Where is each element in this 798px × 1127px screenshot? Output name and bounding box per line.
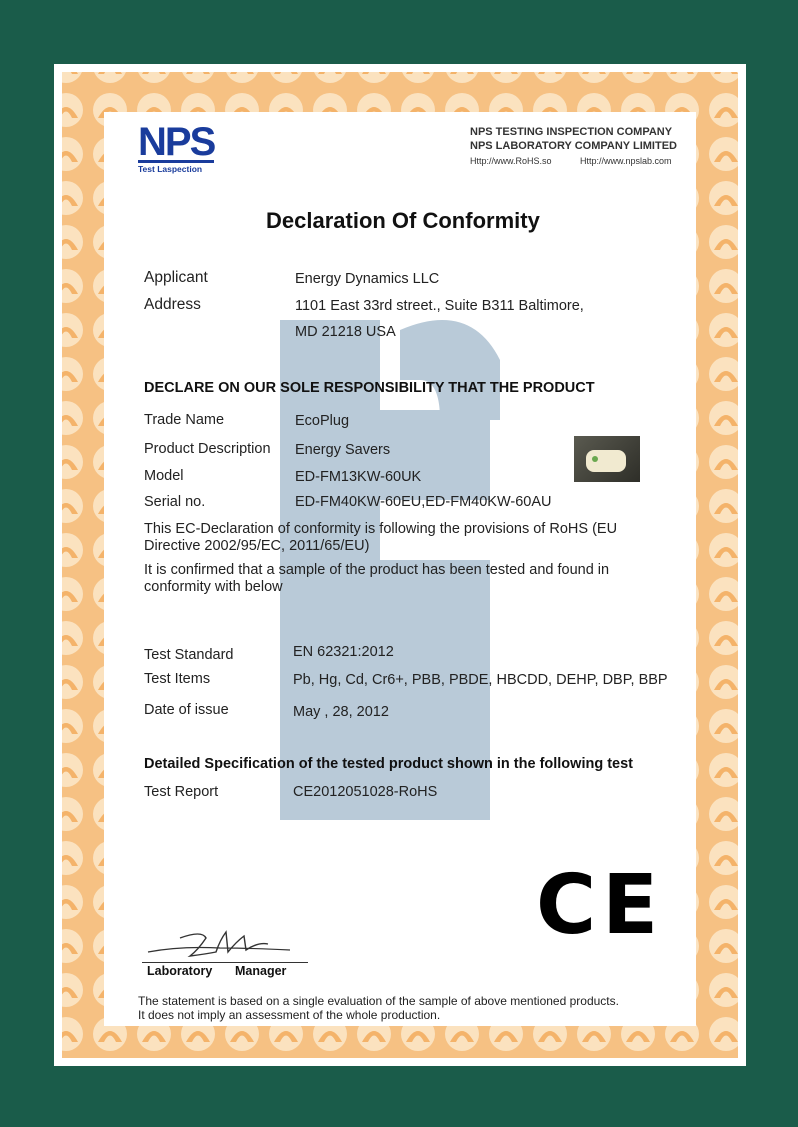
- test-report-value: CE2012051028-RoHS: [293, 784, 438, 800]
- serial-label: Serial no.: [144, 494, 206, 510]
- serial-value: ED-FM40KW-60EU,ED-FM40KW-60AU: [295, 494, 552, 510]
- footer-line2: It does not imply an assessment of the whole production.: [138, 1008, 441, 1022]
- signature-label-lab: Laboratory: [147, 964, 213, 978]
- nps-logo: [138, 122, 214, 174]
- test-items-value: Pb, Hg, Cd, Cr6+, PBB, PBDE, HBCDD, DEHP, DBP, BBP: [293, 672, 668, 688]
- test-items-label: Test Items: [144, 671, 211, 687]
- product-photo: [574, 436, 640, 482]
- product-description-label: Product Description: [144, 441, 271, 457]
- logo-subtext: Test Laspection: [138, 164, 203, 174]
- trade-name-value: EcoPlug: [295, 413, 350, 429]
- applicant-value: Energy Dynamics LLC: [295, 271, 440, 287]
- applicant-label: Applicant: [144, 269, 208, 286]
- signature-label-manager: Manager: [235, 964, 287, 978]
- trade-name-label: Trade Name: [144, 412, 225, 428]
- date-of-issue-value: May , 28, 2012: [293, 704, 389, 720]
- date-of-issue-label: Date of issue: [144, 702, 229, 718]
- url-rohs: Http://www.RoHS.so: [470, 156, 552, 166]
- address-line2: MD 21218 USA: [295, 324, 396, 340]
- footer-line1: The statement is based on a single evaluation of the sample of above mentioned products.: [138, 994, 619, 1008]
- address-label: Address: [144, 296, 201, 313]
- model-label: Model: [144, 468, 184, 484]
- test-standard-value: EN 62321:2012: [293, 644, 394, 660]
- detail-heading: Detailed Specification of the tested product shown in the following test: [144, 756, 633, 772]
- ce-mark: CE: [536, 858, 665, 953]
- signature-line: [142, 962, 308, 963]
- test-standard-label: Test Standard: [144, 647, 234, 663]
- para2-line1: It is confirmed that a sample of the product has been tested and found in: [144, 562, 610, 578]
- test-report-label: Test Report: [144, 784, 219, 800]
- page-title: Declaration Of Conformity: [266, 208, 540, 233]
- para1-line1: This EC-Declaration of conformity is following the provisions of RoHS (EU: [144, 521, 618, 537]
- para2-line2: conformity with below: [144, 579, 283, 595]
- url-npslab: Http://www.npslab.com: [580, 156, 672, 166]
- company-name-2: NPS LABORATORY COMPANY LIMITED: [470, 140, 677, 152]
- logo-text: NPS: [138, 120, 215, 164]
- signature-scribble: [140, 922, 310, 966]
- address-line1: 1101 East 33rd street., Suite B311 Baltimore,: [295, 298, 584, 314]
- declare-heading: DECLARE ON OUR SOLE RESPONSIBILITY THAT THE PRODUCT: [144, 380, 595, 396]
- model-value: ED-FM13KW-60UK: [295, 469, 422, 485]
- product-description-value: Energy Savers: [295, 442, 391, 458]
- para1-line2: Directive 2002/95/EC, 2011/65/EU): [144, 538, 370, 554]
- company-name-1: NPS TESTING INSPECTION COMPANY: [470, 126, 673, 138]
